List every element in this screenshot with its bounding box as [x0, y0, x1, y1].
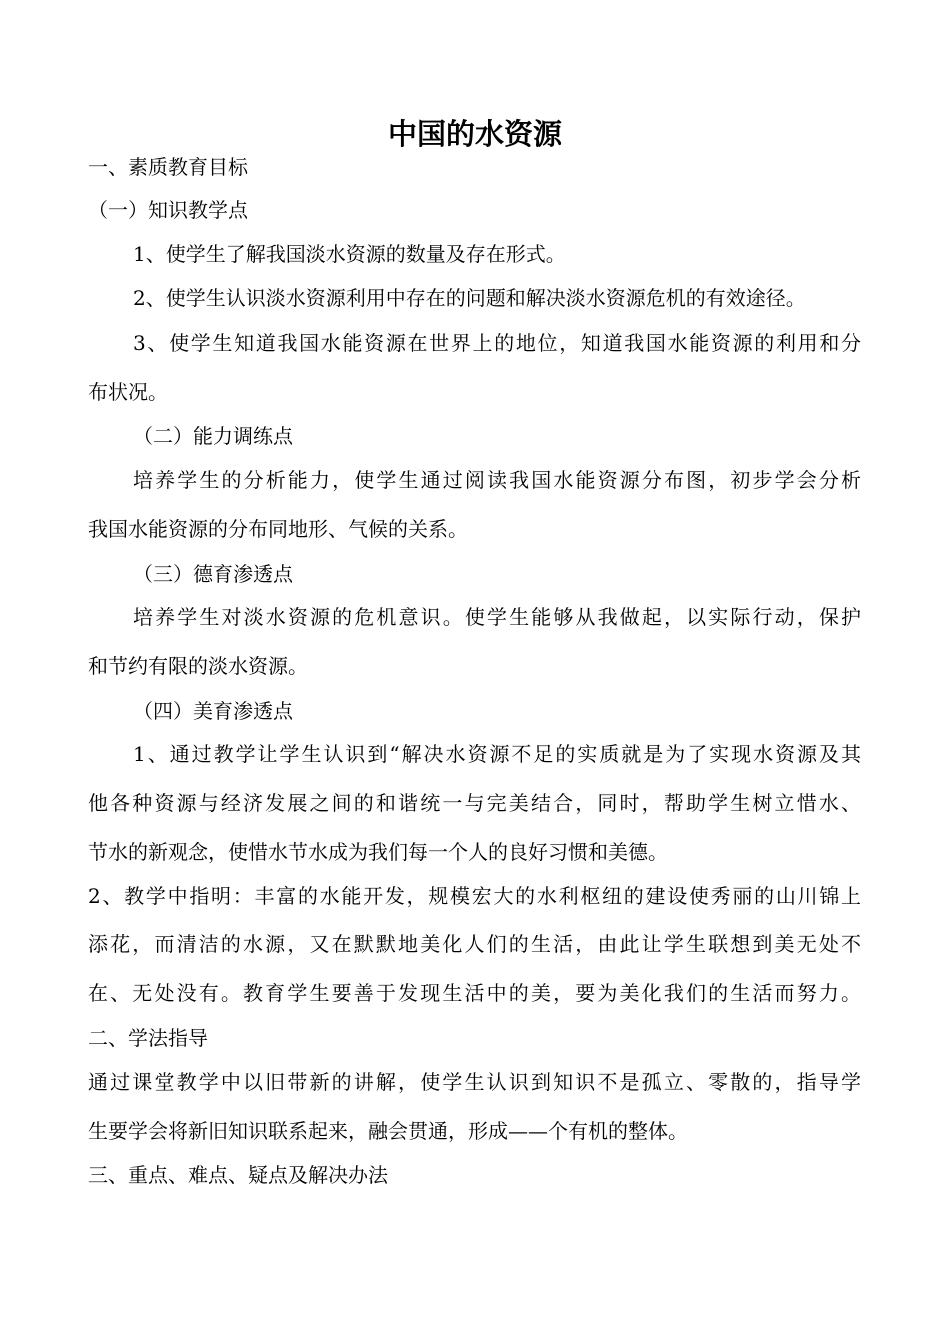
- section-heading-method: 二、学法指导: [88, 1026, 208, 1050]
- ability-paragraph-line-2: 我国水能资源的分布同地形、气候的关系。: [88, 517, 468, 541]
- subsection-heading-aesthetic: （四）美育渗透点: [133, 699, 293, 723]
- aesthetic-point-2-line-1: 2、教学中指明：丰富的水能开发，规模宏大的水利枢纽的建设使秀丽的山川锦上: [88, 884, 861, 908]
- section-heading-key-points: 三、重点、难点、疑点及解决办法: [88, 1163, 388, 1187]
- subsection-heading-moral: （三）德育渗透点: [133, 562, 293, 586]
- aesthetic-point-1-line-1: 1、通过教学让学生认识到“解决水资源不足的实质就是为了实现水资源及其: [133, 742, 861, 766]
- ability-paragraph-line-1: 培养学生的分析能力，使学生通过阅读我国水能资源分布图，初步学会分析: [133, 468, 861, 492]
- subsection-heading-knowledge: （一）知识教学点: [88, 198, 248, 222]
- moral-paragraph-line-2: 和节约有限的淡水资源。: [88, 654, 308, 678]
- method-paragraph-line-2: 生要学会将新旧知识联系起来，融会贯通，形成——个有机的整体。: [88, 1119, 688, 1143]
- moral-paragraph-line-1: 培养学生对淡水资源的危机意识。使学生能够从我做起，以实际行动，保护: [133, 605, 861, 629]
- subsection-heading-ability: （二）能力调练点: [133, 424, 293, 448]
- knowledge-point-2: 2、使学生认识淡水资源利用中存在的问题和解决淡水资源危机的有效途径。: [133, 286, 806, 310]
- method-paragraph-line-1: 通过课堂教学中以旧带新的讲解，使学生认识到知识不是孤立、零散的，指导学: [88, 1070, 861, 1094]
- section-heading-goals: 一、素质教育目标: [88, 155, 248, 179]
- aesthetic-point-1-line-2: 他各种资源与经济发展之间的和谐统一与完美结合，同时，帮助学生树立惜水、: [88, 791, 861, 815]
- document-title: 中国的水资源: [387, 117, 562, 151]
- knowledge-point-3-line-2: 布状况。: [88, 380, 168, 404]
- aesthetic-point-1-line-3: 节水的新观念，使惜水节水成为我们每一个人的良好习惯和美德。: [88, 840, 668, 864]
- aesthetic-point-2-line-3: 在、无处没有。教育学生要善于发现生活中的美，要为美化我们的生活而努力。: [88, 981, 861, 1005]
- knowledge-point-1: 1、使学生了解我国淡水资源的数量及存在形式。: [133, 242, 566, 266]
- knowledge-point-3-line-1: 3、使学生知道我国水能资源在世界上的地位，知道我国水能资源的利用和分: [133, 331, 861, 355]
- aesthetic-point-2-line-2: 添花，而清洁的水源，又在默默地美化人们的生活，由此让学生联想到美无处不: [88, 932, 861, 956]
